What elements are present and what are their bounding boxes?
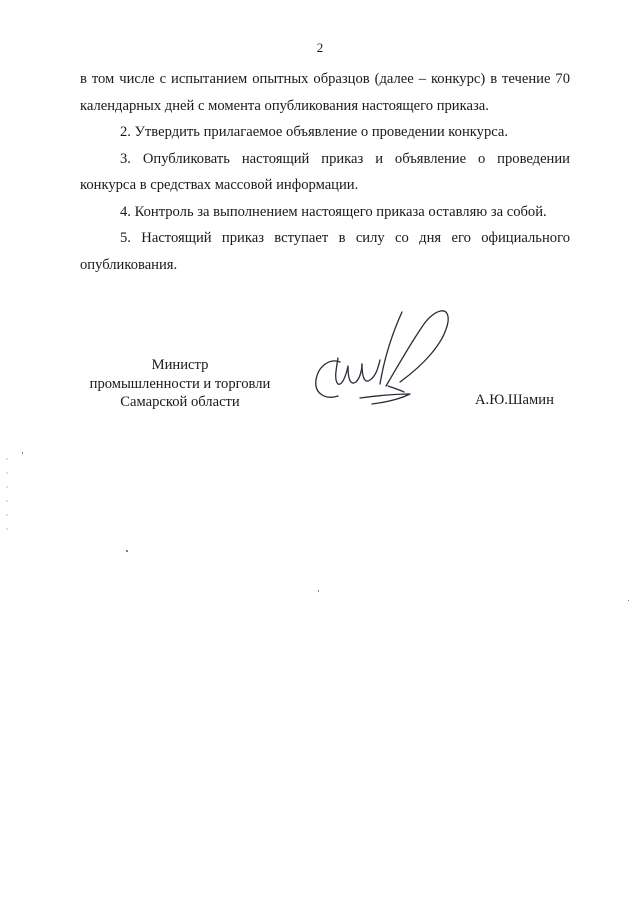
paragraph-continuation: в том числе с испытанием опытных образцов (далее – конкурс) в течение 70 календарных дней с момента опубликования настоящего приказа. (80, 71, 570, 114)
scan-speck (22, 452, 23, 454)
signatory-title (60, 356, 300, 412)
signatory-name: А.Ю.Шамин (475, 392, 554, 408)
signatory-title-line-3: Самарской области (120, 394, 240, 410)
signatory-title-line-1: Министр (151, 357, 209, 373)
margin-scan-dots (6, 455, 8, 535)
paragraph-item-2: 2. Утвердить прилагаемое объявление о проведении конкурса. (120, 124, 509, 140)
scan-speck (126, 550, 128, 552)
signatory-title-line-2: промышленности и торговли (89, 375, 271, 392)
paragraph-item-3: 3. Опубликовать настоящий приказ и объявление о проведении конкурса в средствах массовой информации. (80, 150, 570, 193)
document-body (80, 66, 570, 278)
page-number: 2 (316, 40, 324, 55)
paragraph-item-4: 4. Контроль за выполнением настоящего приказа оставляю за собой. (120, 203, 547, 220)
handwritten-signature (300, 300, 470, 418)
scan-speck (628, 600, 629, 601)
paragraph-item-5: 5. Настоящий приказ вступает в силу со дня его официального опубликования. (80, 230, 570, 273)
scan-speck (318, 590, 319, 592)
